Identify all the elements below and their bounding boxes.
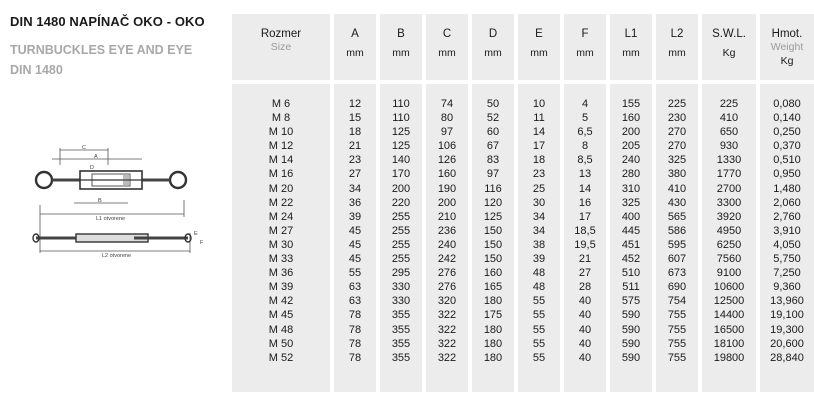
column-body-l1 [610,84,652,392]
table-cell: 34 [532,210,546,223]
table-cell: 45 [348,238,362,251]
table-cell: 754 [667,295,687,308]
column-header-label: E [535,28,543,40]
table-cell: 607 [667,253,687,266]
table-cell: 13 [578,168,592,181]
column-header-sublabel: Size [270,41,292,53]
table-cell: 125 [391,126,411,139]
table-cell: M 6 [271,98,291,110]
table-cell: 83 [486,154,500,167]
drawing-label-l1: L1 otvorene [96,216,126,222]
table-cell: 20,600 [770,337,804,350]
drawing-label-a: A [94,154,98,160]
table-cell: 16500 [713,323,745,336]
column-header-sublabel: Weight [770,41,804,53]
column-header-label: L1 [624,28,638,40]
table-cell: 21 [348,140,362,153]
table-cell: 755 [667,351,687,364]
table-cell: M 22 [268,196,294,209]
table-cell: 410 [667,182,687,195]
table-cell: 755 [667,323,687,336]
column-header-label: D [488,28,498,40]
column-header-unit: mm [622,47,640,59]
table-cell: 110 [392,112,410,125]
table-cell: 40 [578,351,592,364]
column-body-l2 [656,84,698,392]
column-header-unit: Kg [780,55,794,67]
table-cell: M 12 [268,140,294,153]
table-cell: 330 [391,281,411,294]
column-header-unit: mm [530,47,548,59]
table-cell: 575 [621,295,641,308]
table-cell: M 42 [268,295,294,308]
table-cell: 755 [667,309,687,322]
column-header-weight [760,14,814,80]
table-cell: M 52 [268,351,294,364]
table-cell: 45 [348,224,362,237]
column-body-c [426,84,468,392]
table-cell: 4 [581,98,589,110]
column-header-unit: mm [484,47,502,59]
table-cell: 255 [391,224,411,237]
table-cell: 3920 [716,210,742,223]
table-cell: 3300 [716,196,742,209]
table-cell: 5 [581,112,589,125]
table-cell: 310 [621,182,641,195]
table-cell: 180 [483,337,503,350]
table-cell: 67 [486,140,500,153]
table-cell: 590 [621,309,641,322]
table-cell: 200 [437,196,457,209]
table-cell: 240 [621,154,641,167]
table-cell: 330 [391,295,411,308]
table-cell: 8,5 [577,154,593,167]
drawing-label-l2: L2 otvorene [102,253,132,259]
table-cell: 755 [667,337,687,350]
table-cell: 590 [621,351,641,364]
table-cell: 40 [578,337,592,350]
column-header-label: C [442,28,452,40]
table-cell: 18 [348,126,362,139]
table-cell: 97 [440,126,454,139]
table-cell: 4,050 [773,238,801,251]
column-header-size [232,14,330,80]
table-cell: 78 [348,323,362,336]
column-header-unit: mm [668,47,686,59]
table-cell: 355 [391,309,411,322]
table-cell: 270 [667,126,687,139]
table-cell: 55 [532,295,546,308]
table-cell: 325 [621,196,641,209]
table-cell: 36 [348,196,362,209]
column-body-b [380,84,422,392]
table-cell: 28,840 [770,351,804,364]
table-cell: 14400 [713,309,745,322]
table-cell: M 20 [268,182,294,195]
table-cell: 48 [532,267,546,280]
column-header-label: L2 [670,28,684,40]
table-cell: 586 [667,224,687,237]
table-cell: M 10 [268,126,294,139]
column-header-swl [702,14,756,80]
table-cell: 205 [621,140,641,153]
table-cell: 34 [532,224,546,237]
table-cell: 21 [578,253,592,266]
table-cell: 180 [483,295,503,308]
table-cell: 270 [667,140,687,153]
table-cell: 280 [621,168,641,181]
table-cell: 39 [532,253,546,266]
table-cell: 590 [621,323,641,336]
table-cell: 55 [348,267,362,280]
table-cell: 55 [532,309,546,322]
table-cell: 511 [622,281,640,294]
table-cell: 8 [581,140,589,153]
table-cell: M 39 [268,281,294,294]
table-cell: 55 [532,323,546,336]
column-header-c [426,14,468,80]
table-cell: 380 [667,168,687,181]
table-cell: 40 [578,295,592,308]
table-cell: 14 [532,126,546,139]
table-cell: 595 [667,238,687,251]
table-cell: 255 [391,210,411,223]
table-cell: M 8 [271,112,291,125]
column-body-swl [702,84,756,392]
table-cell: 322 [437,351,457,364]
table-cell: 19,5 [574,238,596,251]
drawing-label-c: C [82,145,86,151]
table-cell: 34 [348,182,362,195]
table-cell: 155 [621,98,641,110]
table-cell: 150 [483,224,503,237]
table-cell: 4950 [716,224,742,237]
table-cell: 10600 [713,281,745,294]
table-cell: 2,760 [773,210,801,223]
column-header-unit: mm [346,47,364,59]
table-cell: 170 [391,168,411,181]
table-cell: 38 [532,238,546,251]
table-cell: 16 [578,196,592,209]
table-cell: 19,300 [770,323,804,336]
table-cell: 9100 [716,267,742,280]
table-cell: 27 [578,267,592,280]
column-header-unit: mm [576,47,594,59]
column-body-a [334,84,376,392]
column-header-label: Rozmer [260,28,302,40]
table-cell: 325 [667,154,687,167]
table-cell: M 14 [268,154,294,167]
table-cell: M 33 [268,253,294,266]
table-cell: 240 [437,238,457,251]
table-cell: 126 [437,154,457,167]
table-cell: 6250 [716,238,742,251]
table-cell: 52 [486,112,500,125]
table-cell: 6,5 [577,126,593,139]
page-subtitle-en: TURNBUCKLES EYE AND EYE [10,43,193,57]
table-cell: 150 [483,253,503,266]
table-cell: 28 [578,281,592,294]
table-cell: 200 [621,126,641,139]
table-cell: 650 [719,126,739,139]
table-cell: 355 [391,323,411,336]
column-header-l1 [610,14,652,80]
table-cell: 930 [719,140,739,153]
table-cell: 150 [483,238,503,251]
table-cell: 210 [437,210,457,223]
table-cell: 63 [348,295,362,308]
table-cell: 80 [440,112,454,125]
table-cell: 48 [532,281,546,294]
table-cell: 7,250 [773,267,801,280]
table-cell: 125 [483,210,503,223]
table-cell: 0,140 [773,112,801,125]
table-cell: 220 [391,196,411,209]
drawing-label-b: B [98,198,102,204]
table-cell: 78 [348,351,362,364]
column-header-label: S.W.L. [712,28,746,40]
left-panel [0,0,228,406]
table-cell: 13,960 [770,295,804,308]
column-header-b [380,14,422,80]
table-cell: 17 [578,210,592,223]
table-cell: 175 [483,309,503,322]
table-cell: 180 [483,351,503,364]
table-cell: 510 [621,267,641,280]
page-title: DIN 1480 NAPÍNAČ OKO - OKO [10,14,205,29]
table-cell: 255 [391,238,411,251]
table-cell: 9,360 [773,281,801,294]
table-cell: 322 [437,309,457,322]
table-cell: M 30 [268,238,294,251]
table-cell: 18,5 [574,224,596,237]
table-cell: 1,480 [773,182,801,195]
table-cell: 400 [621,210,641,223]
table-cell: 30 [532,196,546,209]
table-cell: 430 [667,196,687,209]
table-cell: 78 [348,337,362,350]
table-cell: 565 [667,210,687,223]
table-cell: 40 [578,309,592,322]
table-cell: 1770 [716,168,742,181]
table-cell: 160 [483,267,503,280]
column-header-label: Hmot. [771,28,803,40]
table-cell: 17 [532,140,546,153]
page-subtitle-standard: DIN 1480 [10,63,63,77]
column-body-size [232,84,330,392]
column-header-d [472,14,514,80]
table-cell: 55 [532,351,546,364]
table-cell: 23 [532,168,546,181]
column-body-d [472,84,514,392]
table-cell: M 16 [268,168,294,181]
drawing-label-d: D [90,165,94,171]
column-body-e [518,84,560,392]
column-header-label: B [397,28,405,40]
table-cell: 60 [486,126,500,139]
table-cell: 1330 [716,154,742,167]
table-cell: 190 [437,182,457,195]
turnbuckle-drawing [30,145,220,265]
table-cell: 0,250 [773,126,801,139]
table-cell: 225 [719,98,739,110]
table-cell: 225 [667,98,687,110]
table-cell: M 45 [268,309,294,322]
column-header-unit: mm [392,47,410,59]
table-cell: 242 [437,253,457,266]
column-header-label: F [581,28,589,40]
drawing-label-f: F [200,240,204,246]
table-cell: 12500 [713,295,745,308]
table-cell: M 27 [268,224,294,237]
table-cell: 180 [483,323,503,336]
table-cell: 276 [437,281,457,294]
table-cell: 165 [483,281,503,294]
table-cell: 451 [621,238,641,251]
table-cell: 140 [391,154,411,167]
table-cell: 320 [437,295,457,308]
table-cell: 120 [483,196,503,209]
table-cell: 355 [391,337,411,350]
column-header-e [518,14,560,80]
table-cell: 0,080 [773,98,801,110]
table-cell: 2700 [716,182,742,195]
table-cell: 236 [437,224,457,237]
column-header-unit: Kg [722,47,736,59]
table-cell: 12 [348,98,362,110]
table-cell: 14 [578,182,592,195]
table-cell: 5,750 [773,253,801,266]
table-cell: 255 [391,253,411,266]
table-cell: 0,950 [773,168,801,181]
table-cell: 0,510 [773,154,801,167]
table-cell: 690 [667,281,687,294]
table-cell: 97 [486,168,500,181]
table-cell: M 36 [268,267,294,280]
table-cell: 452 [621,253,641,266]
table-cell: 25 [532,182,546,195]
column-body-weight [760,84,814,392]
table-cell: 19,100 [770,309,804,322]
table-cell: 116 [484,182,502,195]
table-cell: 11 [533,112,545,125]
table-cell: 74 [440,98,454,110]
table-cell: 78 [348,309,362,322]
table-cell: 39 [348,210,362,223]
table-cell: 40 [578,323,592,336]
table-cell: 63 [348,281,362,294]
table-cell: 23 [348,154,362,167]
table-cell: M 24 [268,210,294,223]
column-header-unit: mm [438,47,456,59]
table-cell: 410 [719,112,739,125]
table-cell: 0,370 [773,140,801,153]
table-cell: 19800 [713,351,745,364]
table-cell: 10 [532,98,546,110]
table-cell: 322 [437,323,457,336]
table-cell: 110 [392,98,410,110]
table-cell: 125 [391,140,411,153]
table-cell: M 48 [268,323,294,336]
table-cell: 106 [437,140,457,153]
column-header-label: A [351,28,359,40]
table-cell: 18100 [713,337,745,350]
column-header-a [334,14,376,80]
table-cell: 590 [621,337,641,350]
column-body-f [564,84,606,392]
column-header-f [564,14,606,80]
table-cell: M 50 [268,337,294,350]
table-cell: 276 [437,267,457,280]
table-cell: 55 [532,337,546,350]
table-cell: 160 [437,168,457,181]
spec-table [232,14,804,392]
table-cell: 45 [348,253,362,266]
table-cell: 355 [391,351,411,364]
table-cell: 673 [667,267,687,280]
column-header-l2 [656,14,698,80]
table-cell: 445 [621,224,641,237]
table-cell: 230 [667,112,687,125]
table-cell: 3,910 [773,224,801,237]
table-cell: 200 [391,182,411,195]
table-cell: 322 [437,337,457,350]
table-cell: 15 [348,112,362,125]
table-cell: 27 [348,168,362,181]
table-cell: 295 [391,267,411,280]
table-cell: 2,060 [773,196,801,209]
drawing-label-e: E [194,231,198,237]
table-cell: 18 [532,154,546,167]
table-cell: 160 [621,112,641,125]
table-cell: 50 [486,98,500,110]
table-cell: 7560 [716,253,742,266]
